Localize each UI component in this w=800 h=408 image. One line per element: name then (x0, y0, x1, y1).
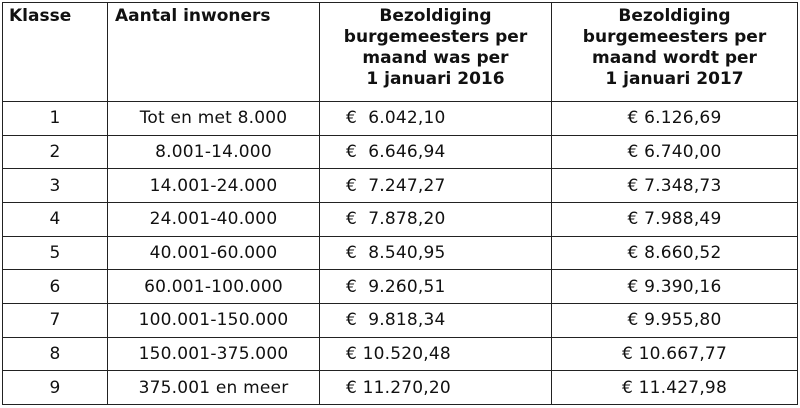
cell-klasse: 9 (3, 371, 108, 405)
cell-klasse: 5 (3, 236, 108, 270)
cell-klasse: 7 (3, 303, 108, 337)
cell-salary-2017: € 11.427,98 (552, 371, 798, 405)
table-row (3, 303, 798, 337)
table-row (3, 169, 798, 203)
cell-inwoners: 8.001-14.000 (108, 135, 320, 169)
cell-klasse: 1 (3, 102, 108, 136)
header-row (3, 3, 798, 102)
header-2017-line: burgemeesters per (582, 27, 767, 47)
cell-klasse: 6 (3, 270, 108, 304)
cell-salary-2016: € 10.520,48 (320, 337, 552, 371)
header-salary-2017 (552, 3, 798, 102)
cell-salary-2016: € 6.042,10 (320, 102, 552, 136)
cell-inwoners: 24.001-40.000 (108, 202, 320, 236)
table-row (3, 337, 798, 371)
cell-klasse: 3 (3, 169, 108, 203)
table-row (3, 371, 798, 405)
cell-salary-2016: € 8.540,95 (320, 236, 552, 270)
cell-salary-2017: € 9.955,80 (552, 303, 798, 337)
cell-inwoners: Tot en met 8.000 (108, 102, 320, 136)
header-2016-line: maand was per (362, 48, 509, 68)
table-row (3, 202, 798, 236)
cell-salary-2017: € 9.390,16 (552, 270, 798, 304)
header-2016-line: Bezoldiging (379, 6, 492, 26)
header-salary-2016 (320, 3, 552, 102)
cell-salary-2016: € 7.878,20 (320, 202, 552, 236)
cell-inwoners: 14.001-24.000 (108, 169, 320, 203)
cell-salary-2017: € 6.740,00 (552, 135, 798, 169)
cell-salary-2017: € 6.126,69 (552, 102, 798, 136)
cell-salary-2016: € 6.646,94 (320, 135, 552, 169)
cell-inwoners: 40.001-60.000 (108, 236, 320, 270)
cell-inwoners: 150.001-375.000 (108, 337, 320, 371)
cell-salary-2016: € 9.818,34 (320, 303, 552, 337)
cell-inwoners: 60.001-100.000 (108, 270, 320, 304)
header-2017-line: Bezoldiging (618, 6, 731, 26)
cell-inwoners: 100.001-150.000 (108, 303, 320, 337)
cell-salary-2017: € 7.988,49 (552, 202, 798, 236)
header-2016-line: burgemeesters per (343, 27, 528, 47)
cell-inwoners: 375.001 en meer (108, 371, 320, 405)
salary-table (2, 2, 798, 405)
cell-klasse: 8 (3, 337, 108, 371)
table-row (3, 270, 798, 304)
cell-salary-2016: € 7.247,27 (320, 169, 552, 203)
header-2017-line: 1 januari 2017 (605, 69, 744, 89)
cell-salary-2017: € 8.660,52 (552, 236, 798, 270)
table-row (3, 102, 798, 136)
cell-klasse: 4 (3, 202, 108, 236)
cell-salary-2016: € 11.270,20 (320, 371, 552, 405)
header-klasse: Klasse (3, 3, 108, 102)
cell-salary-2017: € 7.348,73 (552, 169, 798, 203)
table-row (3, 135, 798, 169)
cell-salary-2017: € 10.667,77 (552, 337, 798, 371)
header-2017-line: maand wordt per (592, 48, 757, 68)
cell-klasse: 2 (3, 135, 108, 169)
cell-salary-2016: € 9.260,51 (320, 270, 552, 304)
header-inwoners: Aantal inwoners (108, 3, 320, 102)
table-row (3, 236, 798, 270)
header-2016-line: 1 januari 2016 (366, 69, 505, 89)
